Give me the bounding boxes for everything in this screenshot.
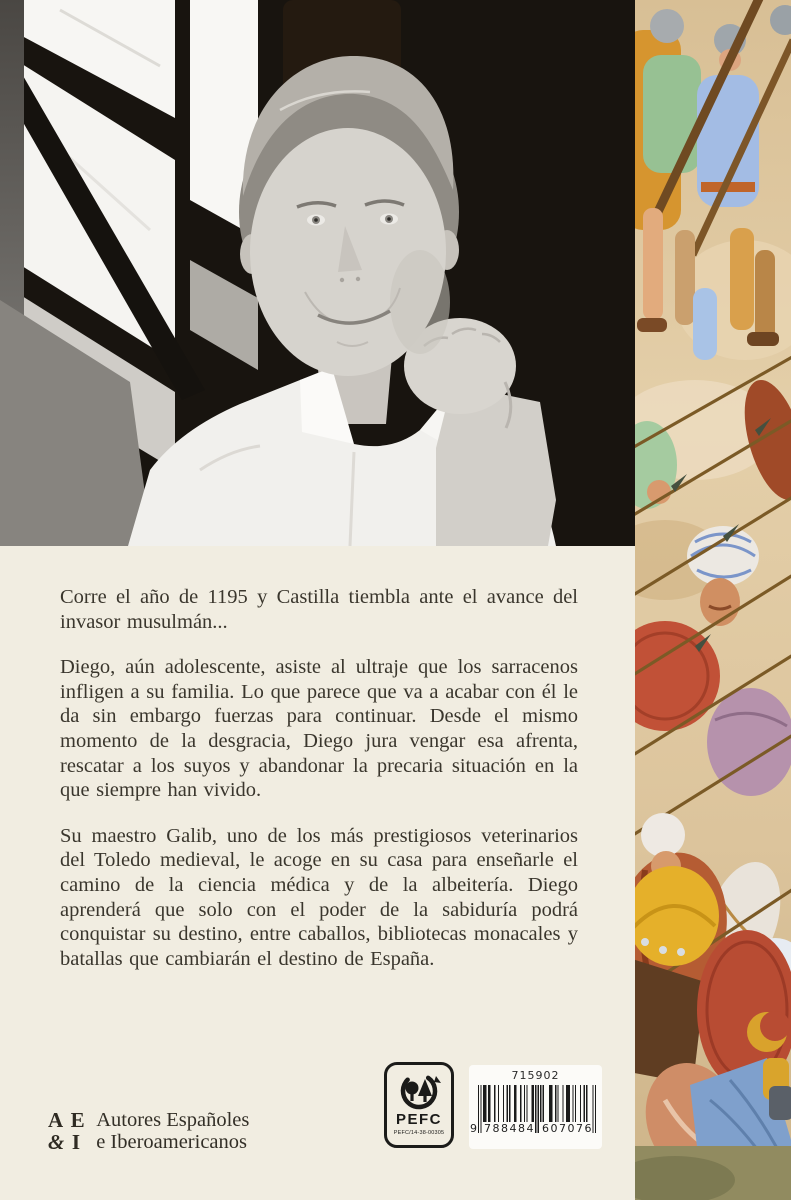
ampersand: & — [48, 1129, 65, 1154]
initial-e: E — [70, 1108, 86, 1132]
publisher-initials-line1 — [48, 1110, 85, 1132]
pefc-name: PEFC — [395, 1111, 442, 1128]
publisher-name-line2: e Iberoamericanos — [96, 1130, 248, 1153]
publisher-initials-line2 — [48, 1129, 85, 1154]
barcode-addon-number: 715902 — [511, 1069, 560, 1082]
synopsis-paragraph-3: Su maestro Galib, uno de los más prestigiosos veterinarios del Toledo medieval, le acoge en su casa para enseñarle el camino de la ciencia médica y de la albeitería. Diego aprenderá que solo con el poder de la sabiduría podrá conquistar su destino, entre caballos, bibliotecas monacales y batallas que cambiarán el destino de España. — [60, 824, 578, 970]
pefc-code: PEFC/14-38-00305 — [393, 1130, 445, 1136]
barcode-digit-group-3: 607076 — [542, 1122, 593, 1135]
synopsis-paragraph-1: Corre el año de 1195 y Castilla tiembla ante el avance del invasor musulmán... — [60, 586, 578, 633]
publisher-name-line1: Autores Españoles — [96, 1109, 250, 1131]
initial-a: A — [48, 1108, 64, 1132]
author-photo — [0, 0, 635, 546]
author-photo-art — [0, 0, 635, 546]
initial-i: I — [71, 1129, 81, 1154]
barcode-digits — [470, 1122, 596, 1135]
battle-painting-art — [635, 0, 791, 1200]
battle-painting — [635, 0, 791, 1200]
pefc-trees-icon — [396, 1070, 442, 1112]
barcode — [469, 1065, 602, 1149]
synopsis-paragraph-2: Diego, aún adolescente, asiste al ultraje que los sarracenos infligen a su familia. Lo que parece que va a acabar con él le da sin embargo fuerzas para continuar. Desde el mismo momento de la desgracia, Diego jura vengar esa afrenta, rescatar a los suyos y abandonar la precaria situación en la que siempre han vivido. — [60, 656, 578, 802]
synopsis — [60, 585, 578, 992]
barcode-digit-group-1: 9 — [470, 1122, 477, 1135]
publisher-logo — [48, 1110, 249, 1153]
pefc-logo — [384, 1062, 454, 1148]
publisher-initials — [48, 1110, 85, 1153]
barcode-digit-group-2: 788484 — [484, 1122, 535, 1135]
publisher-name — [96, 1110, 249, 1153]
